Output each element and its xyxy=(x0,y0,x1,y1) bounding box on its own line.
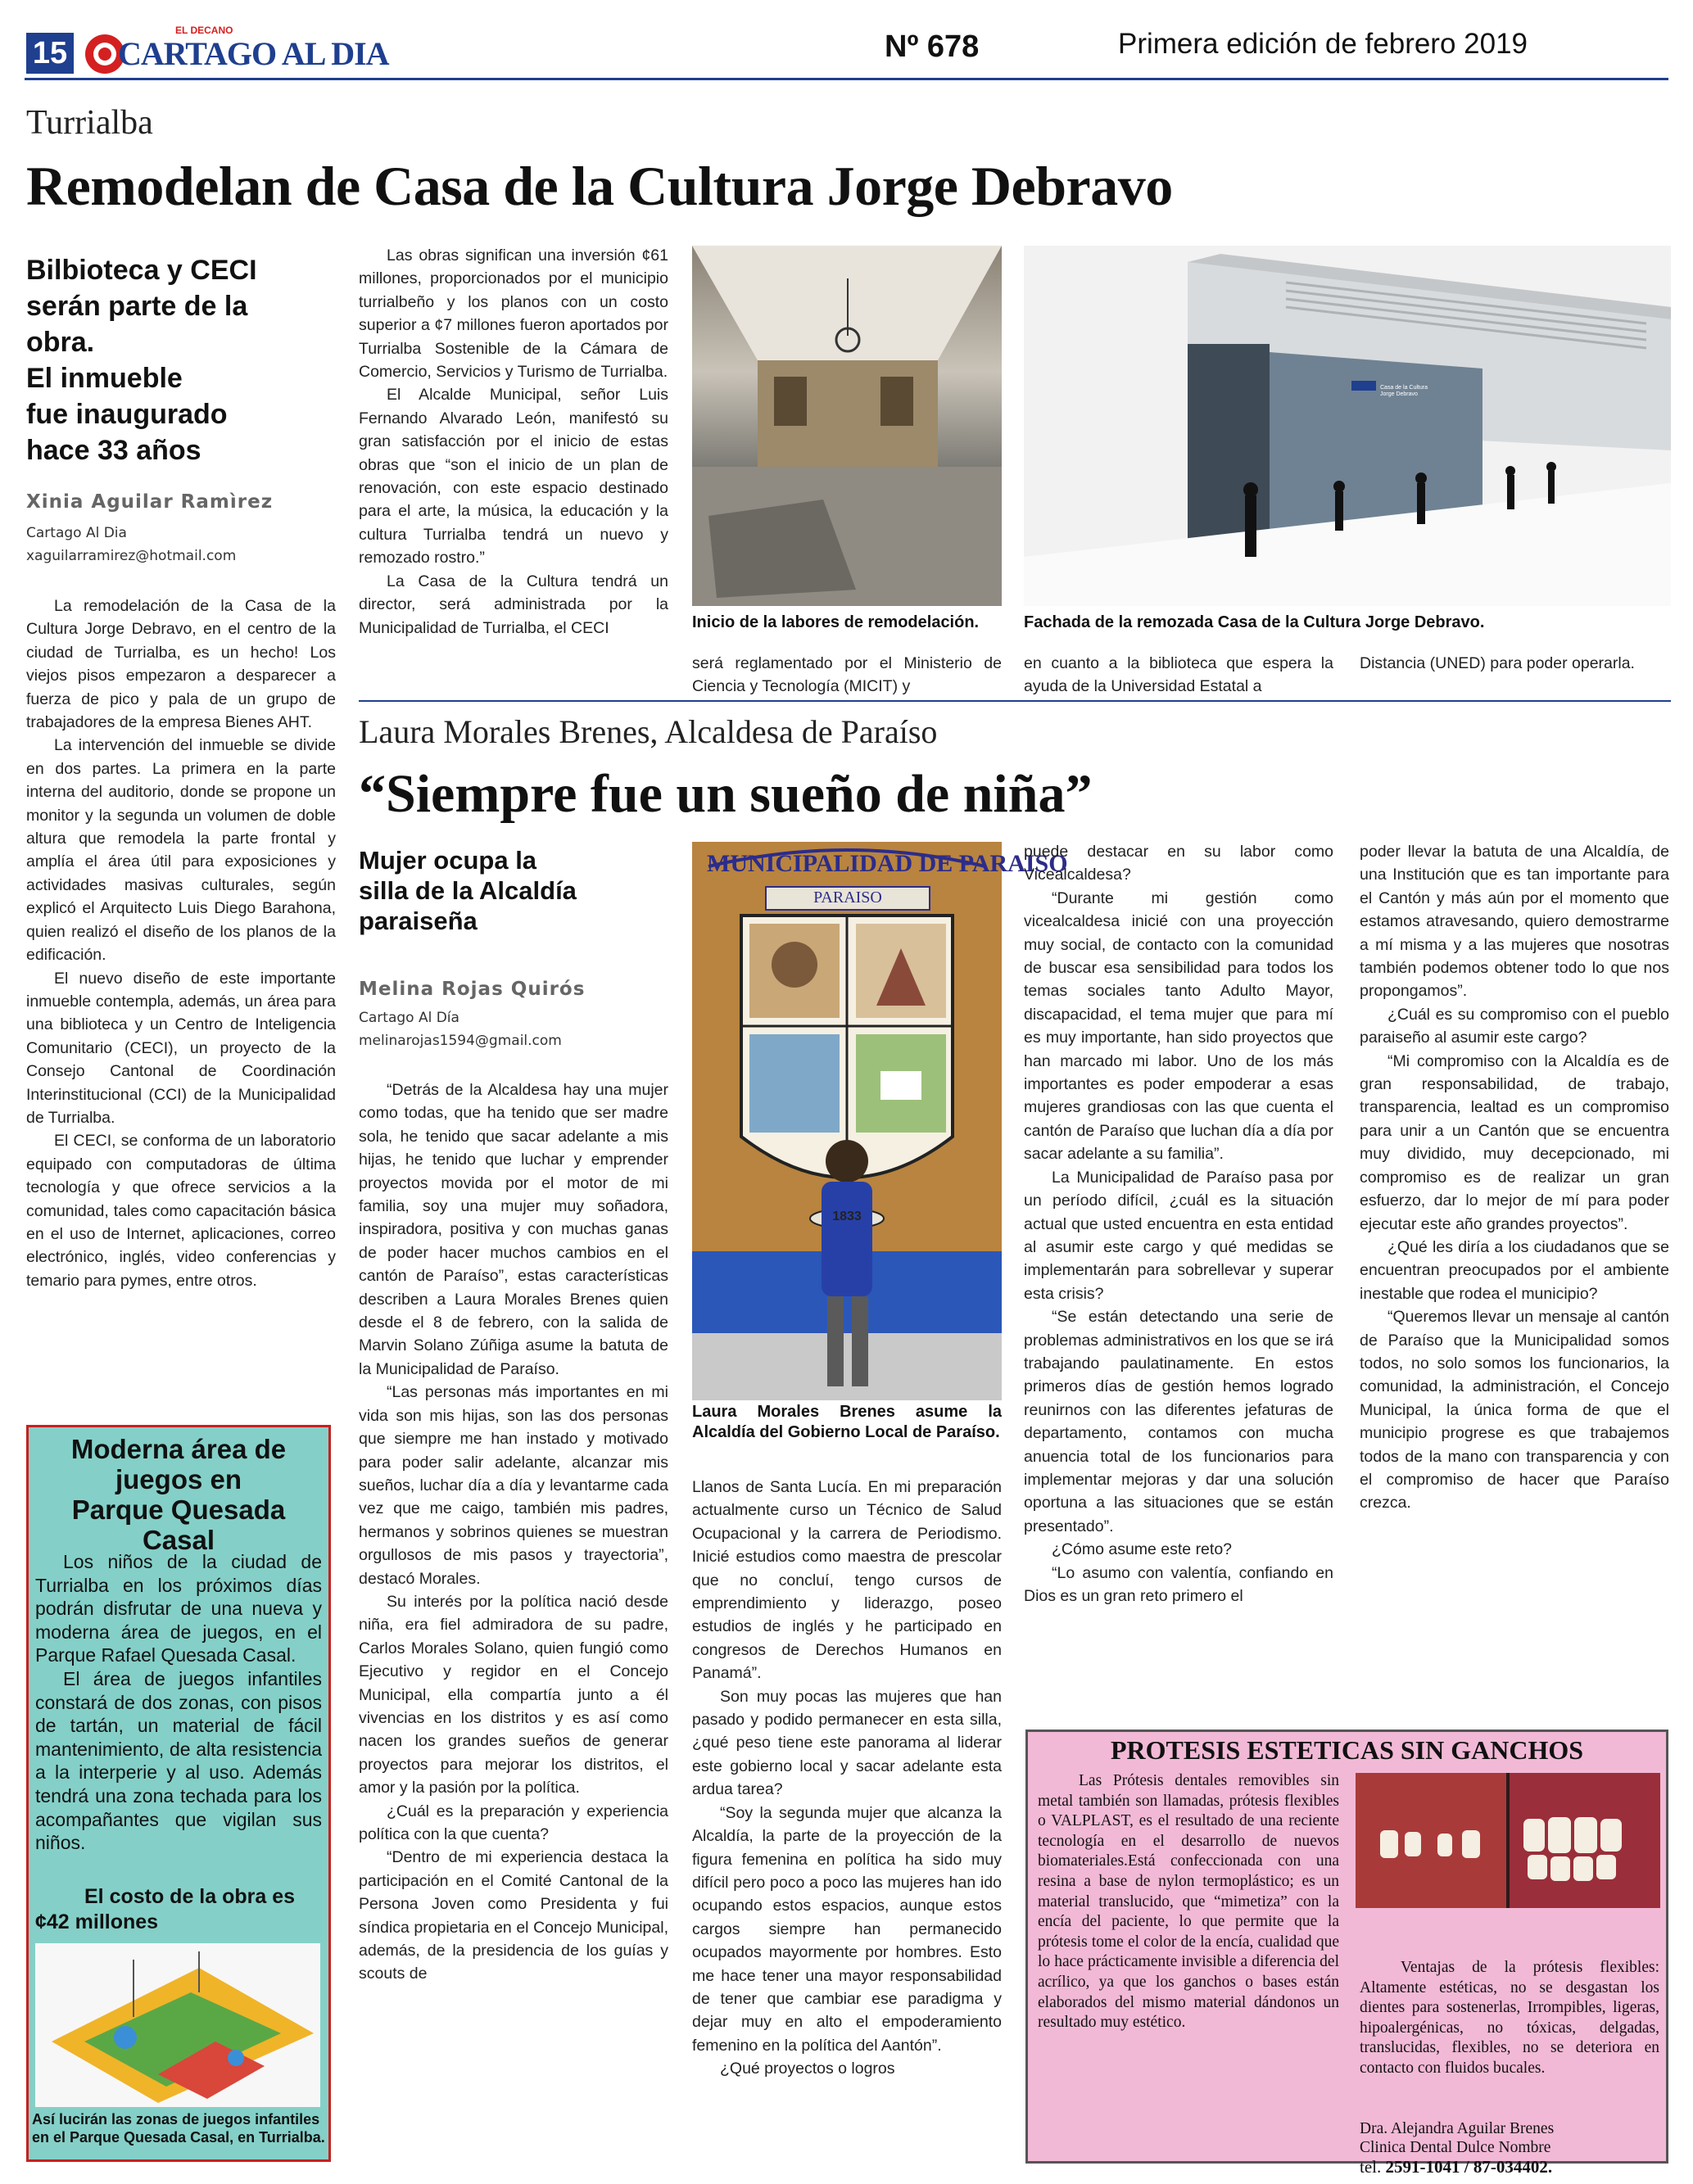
mayor-photo-caption: Laura Morales Brenes asume la Alcaldía del Gobierno Local de Paraíso. xyxy=(692,1403,1002,1441)
ad-clinic: Clinica Dental Dulce Nombre xyxy=(1360,2139,1551,2156)
article2-author: Melina Rojas Quirós xyxy=(359,979,586,1000)
article1-author: Xinia Aguilar Ramìrez xyxy=(26,491,274,513)
masthead-logo xyxy=(79,25,389,77)
article2-column-3: puede destacar en su labor como Vicealcaldesa? “Durante mi gestión como vicealcaldesa inicié con una proyección muy social, de contacto con la comunidad de buscar esa sensibilidad para todos los temas sociales tanto Adulto Mayor, discapacidad, el tema mujer que para mí es muy importante, han sido proyectos que han marcado mi labor. Uno de los más importantes es poder empoderar a esas mujeres grandiosas con las que cuenta el cantón de Paraíso que luchan día a día por sacar adelante a su familia”. La Municipalidad de Paraíso pasa por un período difícil, ¿cuál es la situación actual que usted encuentra en esta entidad al asumir este cargo y qué medidas se implementarán para sobrellevar y superar esta crisis? “Se están detectando una serie de problemas administrativos en los que se irá trabajando paulatinamente. En estos primeros días de gestión hemos logrado reunirnos con las diferentes jefaturas de departamento, contamos con mucha anuencia total de los funcionarios para implementar mejoras y dar una solución oportuna a las situaciones que se están presentado”. ¿Cómo asume este reto? “Lo asumo con valentía, confiando en Dios es un gran reto primero el xyxy=(1024,843,1333,1605)
article1-email: xaguilarramirez@hotmail.com xyxy=(26,548,237,564)
page-number: 15 xyxy=(26,33,74,74)
article2-deck: Mujer ocupa la silla de la Alcaldía paraiseña xyxy=(359,846,577,935)
article1-continuation-3: Distancia (UNED) para poder operarla. xyxy=(1360,654,1635,672)
article1-deck: Bilbioteca y CECI serán parte de la obra. El inmueble fue inaugurado hace 33 años xyxy=(26,255,257,466)
article1-headline: Remodelan de Casa de la Cultura Jorge Debravo xyxy=(26,155,1173,217)
sidebar-title: Moderna área de juegos en Parque Quesada Casal xyxy=(70,1434,287,1555)
article2-column-2: Llanos de Santa Lucía. En mi preparación actualmente curso un Técnico de Salud Ocupacional y la carrera de Periodismo. Inicié estudios como maestra de prescolar que no concluí, tengo cursos de emprendimiento y liderazgo, poseo estudios de inglés y he participado en congresos de Derechos Humanos en Panamá”. Son muy pocas las mujeres que han pasado y podido permanecer en esta silla, ¿qué peso tiene este panorama al liderar este gobierno local y sacar adelante esta ardua tarea? “Soy la segunda mujer que alcanza la Alcaldía, la parte de la proyección de la figura femenina en política ha sido muy difícil pero poco a poco las mujeres han ido ocupando estos espacios, aunque estos cargos siempre han permanecido ocupados mayormente por hombres. Esto me hace tener una mayor responsabilidad de tener que cambiar ese paradigma y dejar muy en alto el empoderamiento femenino en la política del Aantón”. ¿Qué proyectos o logros xyxy=(692,1478,1002,2078)
mural-title-text: MUNICIPALIDAD DE PARAISO xyxy=(707,850,1068,877)
ad-benefits: Ventajas de la prótesis flexibles: Altamente estéticas, no se desgastan los dientes para sostenerlas, Irrompibles, ligeras, hipoalergénicas, no tóxicas, delgadas, translucidas, flexibles, no se deteriora en contacto con fluidos bucales. xyxy=(1360,1959,1659,2077)
render-sign-text: Casa de la Cultura Jorge Debravo xyxy=(1380,385,1428,397)
article2-kicker: Laura Morales Brenes, Alcaldesa de Paraíso xyxy=(359,713,938,750)
mural-year-text: 1833 xyxy=(832,1210,862,1223)
article2-email: melinarojas1594@gmail.com xyxy=(359,1033,562,1049)
header-rule xyxy=(25,78,1668,80)
article1-column-2: Las obras significan una inversión ¢61 millones, proporcionados por el municipio turrialbeño y los planos con un costo superior a ¢7 millones fueron aportados por Turrialba Sostenible de la Cámara de Comercio, Servicios y Turismo de Turrialba. El Alcalde Municipal, señor Luis Fernando Alvarado León, manifestó su gran satisfacción por el inicio de estas obras que “son el inicio de un plan de renovación, con este espacio destinado para el arte, la música, la educación y la cultura Turrialba tendrá un nuevo y remozado rostro.” La Casa de la Cultura tendrá un director, será administrada por la Municipalidad de Turrialba, el CECI xyxy=(359,246,668,637)
article2-rule xyxy=(359,700,1671,702)
ad-teeth-photo xyxy=(1356,1773,1660,1908)
ad-doctor: Dra. Alejandra Aguilar Brenes xyxy=(1360,2120,1555,2137)
logo-main-text: CARTAGO AL DIA xyxy=(118,35,389,72)
edition-date: Primera edición de febrero 2019 xyxy=(1118,28,1528,60)
sidebar-cost: El costo de la obra es ¢42 millones xyxy=(35,1885,296,1933)
mayor-photo xyxy=(692,842,1068,1400)
logo-small-text: EL DECANO xyxy=(175,25,233,36)
article1-continuation-1: será reglamentado por el Ministerio de Ciencia y Tecnología (MICIT) y xyxy=(692,654,1002,696)
facade-render xyxy=(1024,246,1671,606)
article2-column-1: “Detrás de la Alcaldesa hay una mujer como todas, que ha tenido que ser madre sola, he tenido que sacar adelante a mis hijas, he tenido que luchar y emprender proyectos movida por el motor de mi familia, soy una mujer muy soñadora, inspiradora, positiva y con muchas ganas de poder hacer muchos cambios en el cantón de Paraíso”, estas características describen a Laura Morales Brenes quien desde el 8 de febrero, con la salida de Marvin Solano Zúñiga asume la batuta de la Municipalidad de Paraíso. “Las personas más importantes en mi vida son mis hijas, son las dos personas que siempre me han instado y motivado para poder salir adelante, alcanzar mis sueños, luchar día a día y levantarme cada vez que me caigo, también mis padres, hermanos y sobrinos quienes se muestran orgullosos de mis pasos y trayectoria”, destacó Morales. Su interés por la política nació desde niña, era fiel admiradora de su padre, Carlos Morales Solano, quien fungió como Ejecutivo y regidor en el Concejo Municipal, ella compartía junto a él vivencias en los distritos y es así como nacen los grandes sueños de generar proyectos para mejorar los distritos, el amor y la pasión por la política. ¿Cuál es la preparación y experiencia política con la que cuenta? “Dentro de mi experiencia destaca la participación en el Comité Cantonal de la Persona Joven como Presidenta y fui síndica propietaria en el Concejo Municipal, además, de la presidencia de los guías y scouts de xyxy=(359,1081,668,1983)
sidebar-body: Los niños de la ciudad de Turrialba en los próximos días podrán disfrutar de una nueva y moderna área de juegos, en el Parque Rafael Quesada Casal. El área de juegos infantiles constará de dos zonas, con pisos de tartán, un material de fácil mantenimiento, de alta resistencia a la interperie y al uso. Además tendrá una zona techada para los acompañantes que vigilan sus niños. xyxy=(35,1551,322,1854)
sidebar-caption: Así lucirán las zonas de juegos infantiles en el Parque Quesada Casal, en Turrialba. xyxy=(32,2111,325,2146)
article1-column-1: La remodelación de la Casa de la Cultura Jorge Debravo, en el centro de la ciudad de Turrialba, es un hecho! Los viejos pisos empezaron a desparecer a fuerza de pico y pala de un grupo de trabajadores de la empresa Bienes AHT. La intervención del inmueble se divide en dos partes. La primera en la parte interna del auditorio, donde se propone un monitor y la segunda un volumen de doble altura que remodela la parte frontal y amplía el área útil para exposiciones y actividades masivas culturales, según explicó el Arquitecto Luis Diego Barahona, quien realizó el diseño de los planos de la edificación. El nuevo diseño de este importante inmueble contempla, además, un área para una biblioteca y un Centro de Inteligencia Comunitario (CECI), un proyecto de la Consejo Cantonal de Coordinación Interinstitucional (CCI) de la Municipalidad de Turrialba. El CECI, se conforma de un laboratorio equipado con computadoras de última tecnología y que ofrece servicios a la comunidad, tales como capacitación básica en el uso de Internet, aplicaciones, correo electrónico, inglés, video conferencias y temario para pymes, entre otros. xyxy=(26,597,336,1290)
facade-render-caption: Fachada de la remozada Casa de la Cultura Jorge Debravo. xyxy=(1024,613,1485,631)
mural-banner-text: PARAISO xyxy=(813,889,882,907)
ad-title: PROTESIS ESTETICAS SIN GANCHOS xyxy=(1110,1735,1584,1765)
ad-phone: tel. 2591-1041 / 87-034402. xyxy=(1360,2157,1553,2177)
article1-outlet: Cartago Al Dia xyxy=(26,525,127,541)
remodel-photo xyxy=(692,246,1002,606)
playground-sidebar xyxy=(26,1425,331,2162)
article2-headline: “Siempre fue un sueño de niña” xyxy=(359,764,1093,824)
article1-continuation-2: en cuanto a la biblioteca que espera la ayuda de la Universidad Estatal a xyxy=(1024,654,1333,696)
article2-column-4: poder llevar la batuta de una Alcaldía, de una Institución que es tan importante para el Cantón y más aún por el momento que estamos atravesando, quiero demostrarme a mí misma y a las mujeres que nosotras también podemos obtener todo lo que nos propongamos”. ¿Cuál es su compromiso con el pueblo paraiseño al asumir este cargo? “Mi compromiso con la Alcaldía es de gran responsabilidad, de trabajo, transparencia, lealtad es un compromiso para unir a un Cantón que se encuentra muy dividido, muy decepcionado, mi compromiso es de realizar un gran esfuerzo, dar lo mejor de mí para poder ejecutar este año grandes proyectos”. ¿Qué les diría a los ciudadanos que se encuentran preocupados por el ambiente inestable que rodea el municipio? “Queremos llevar un mensaje al cantón de Paraíso que la Municipalidad somos todos, no solo somos los funcionarios, la comunidad, la administración, el Concejo Municipal, la única forma de que el municipio progrese es que trabajemos todos de la mano con transparencia y con el compromiso de hacer que Paraíso crezca. xyxy=(1360,843,1669,1513)
ad-body: Las Prótesis dentales removibles sin metal también son llamadas, prótesis flexibles o VALPLAST, es el resultado de una reciente tecnología en el desarrollo de nuevos biomateriales.Está confeccionada con una resina a base de nylon termoplástico; es un material translucido, que “mimetiza” con la encía del paciente, lo que permite que la prótesis tome el color de la encía, cualidad que lo hace prácticamente invisible a diferencia del acrílico, ya que los ganchos o bases están elaborados del mismo material dándonos un resultado muy estético. xyxy=(1038,1772,1339,2032)
dental-ad xyxy=(1025,1730,1668,2177)
issue-number: Nº 678 xyxy=(885,29,980,64)
playground-render xyxy=(35,1943,320,2107)
article2-outlet: Cartago Al Día xyxy=(359,1010,459,1026)
section-label: Turrialba xyxy=(26,104,153,142)
remodel-photo-caption: Inicio de la labores de remodelación. xyxy=(692,613,980,631)
